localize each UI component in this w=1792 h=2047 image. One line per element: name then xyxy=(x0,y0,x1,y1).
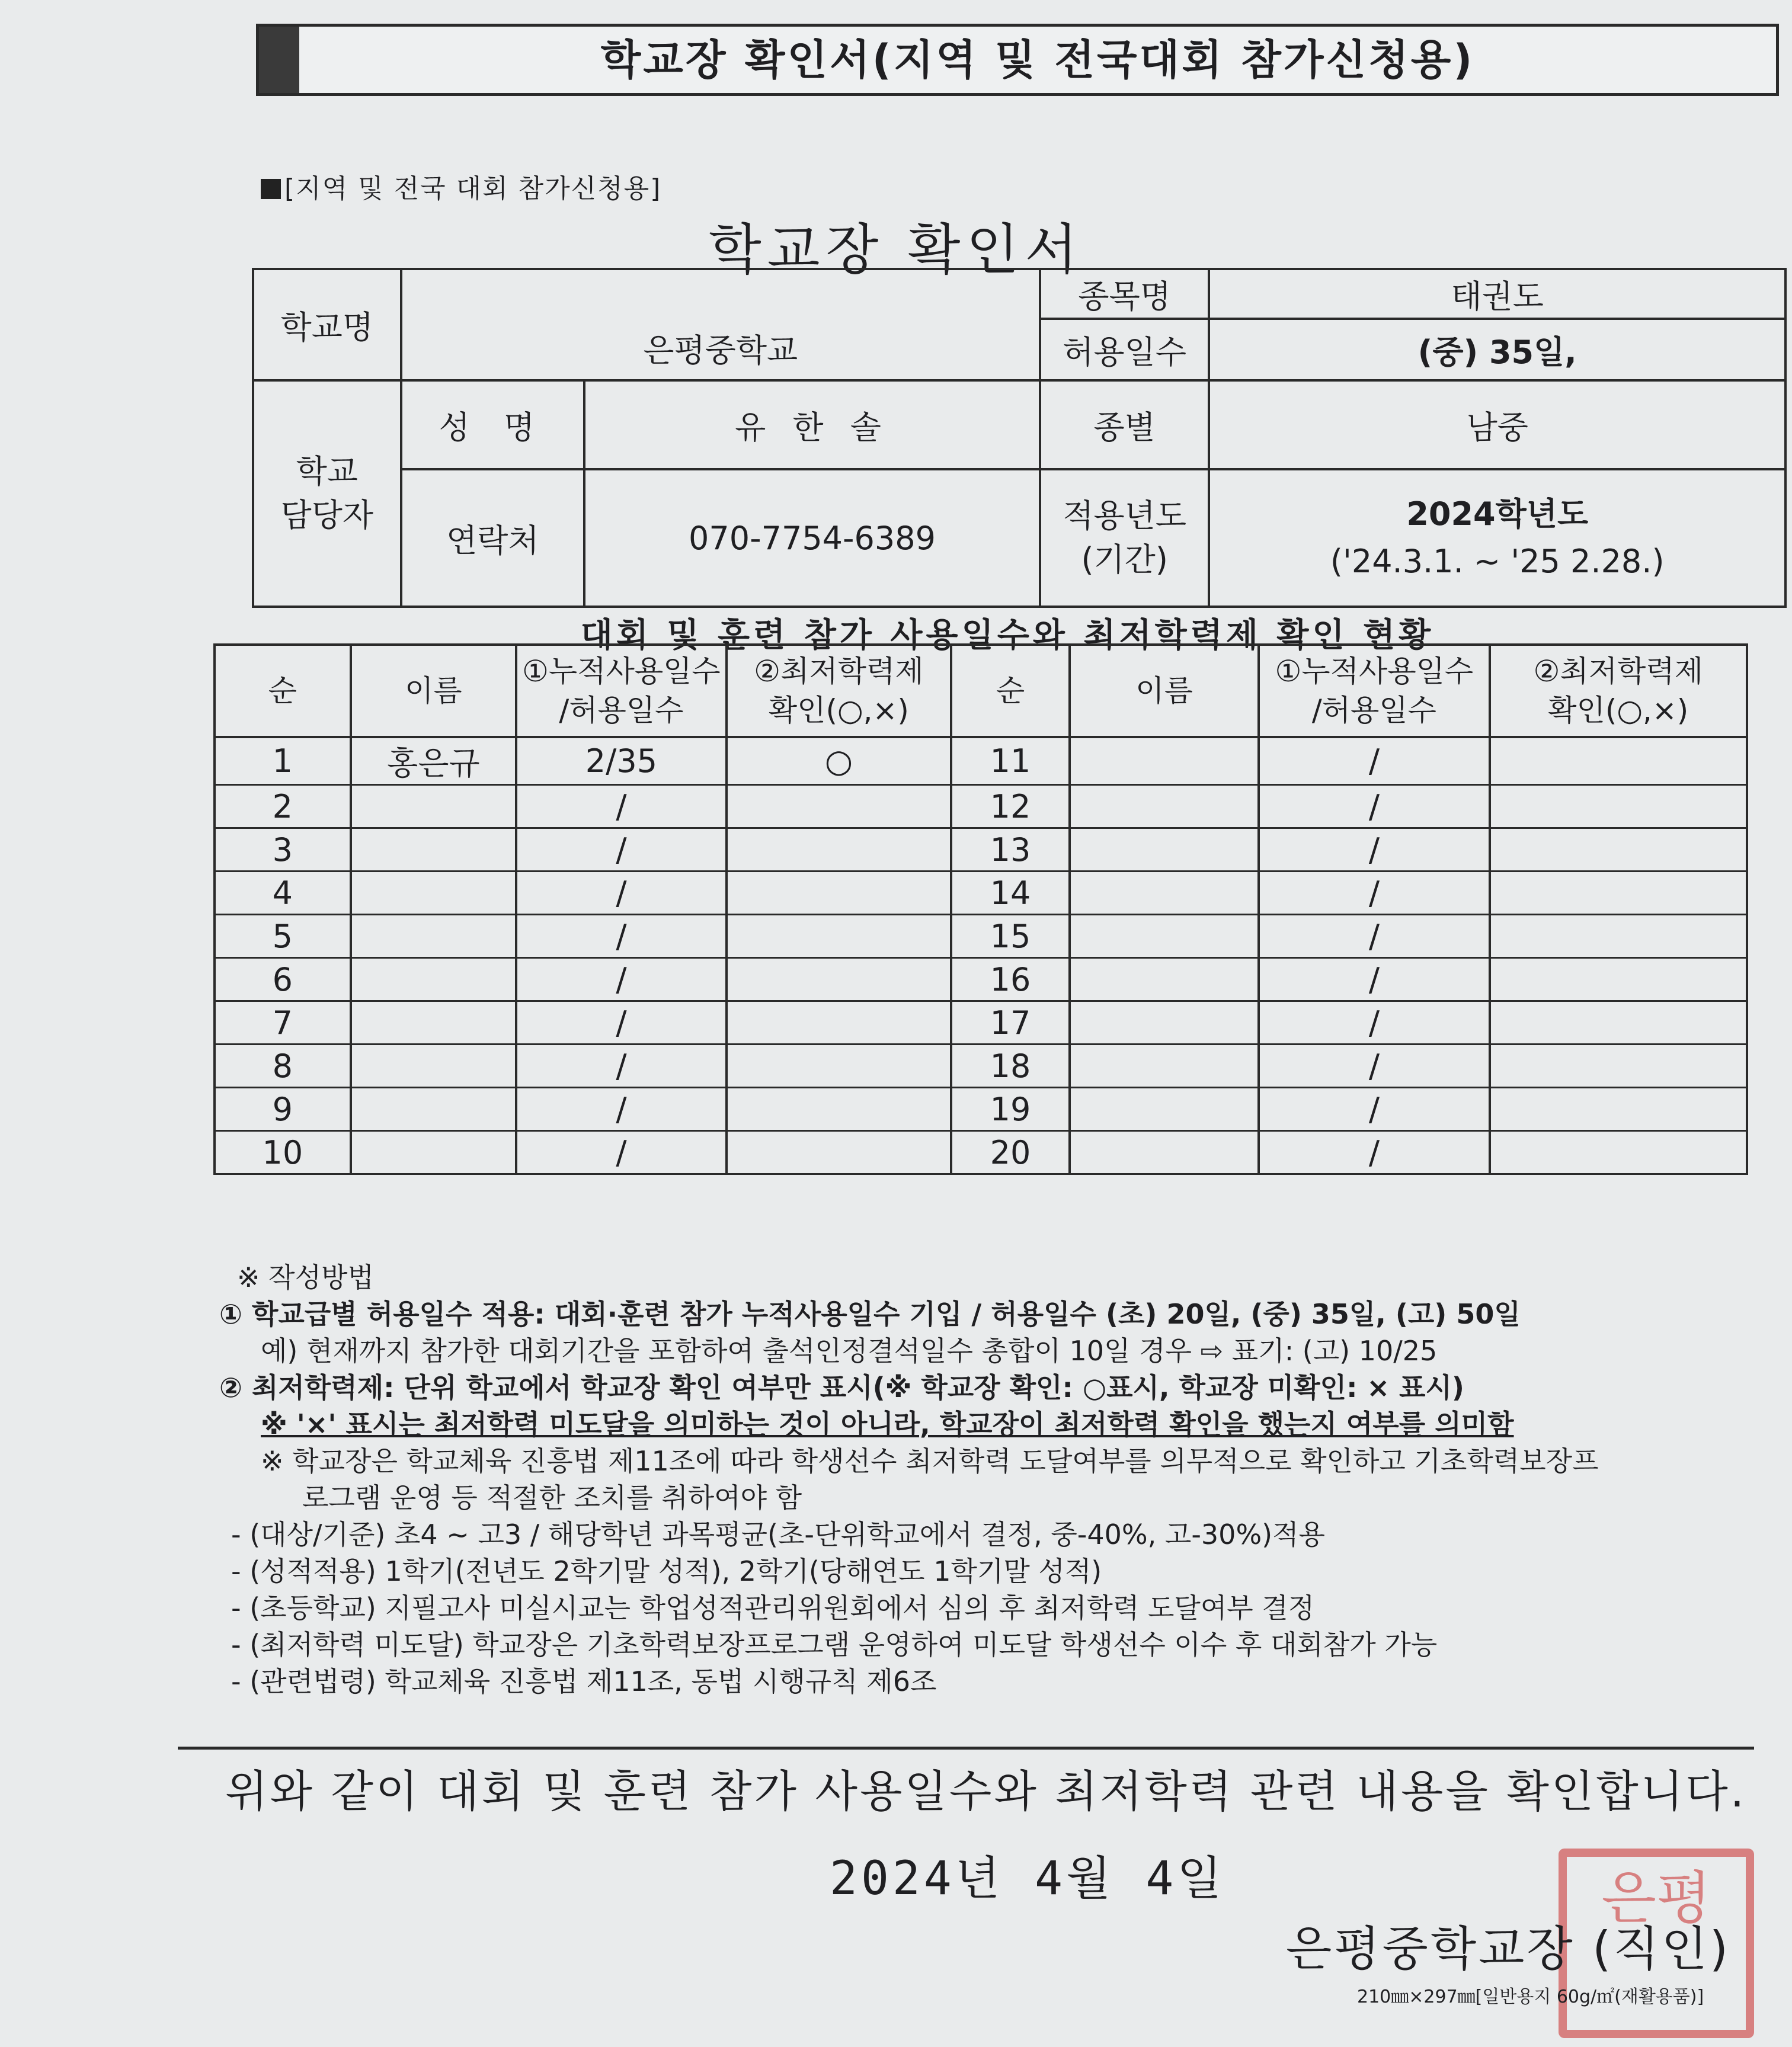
status-table xyxy=(213,643,1748,1175)
row-check xyxy=(727,785,951,828)
contact-value: 070-7754-6389 xyxy=(584,469,1040,607)
row-no-right: 15 xyxy=(951,915,1070,958)
row-days: / xyxy=(516,828,727,872)
year-label: 적용년도 (기간) xyxy=(1040,469,1209,607)
note-principal-duty-cont: 로그램 운영 등 적절한 조치를 취하여야 함 xyxy=(302,1482,802,1514)
row-check-right xyxy=(1490,1131,1747,1174)
header-no-right: 순 xyxy=(951,645,1070,737)
row-no: 5 xyxy=(215,915,351,958)
row-no-right: 13 xyxy=(951,828,1070,872)
row-check-right xyxy=(1490,828,1747,872)
seal-text: 은평 xyxy=(1601,1865,1711,1931)
instructions xyxy=(219,1259,1760,1700)
row-check xyxy=(727,958,951,1001)
row-days-right: / xyxy=(1259,872,1489,915)
confirmation-statement: 위와 같이 대회 및 훈련 참가 사용일수와 최저학력 관련 내용을 확인합니다. xyxy=(225,1766,1747,1817)
table-row xyxy=(215,1131,1747,1174)
row-days: / xyxy=(516,1001,727,1045)
row-no: 7 xyxy=(215,1001,351,1045)
allowed-days-label: 허용일수 xyxy=(1040,319,1209,380)
row-no-right: 20 xyxy=(951,1131,1070,1174)
row-name-right xyxy=(1070,1045,1259,1088)
header-days: ①누적사용일수 /허용일수 xyxy=(516,645,727,737)
allowed-days-value: (중) 35일, xyxy=(1209,319,1785,380)
table-row xyxy=(215,1045,1747,1088)
row-name xyxy=(351,872,517,915)
issue-date: 2024년 4월 4일 xyxy=(830,1852,1225,1905)
row-days: / xyxy=(516,915,727,958)
row-no: 2 xyxy=(215,785,351,828)
row-no-right: 18 xyxy=(951,1045,1070,1088)
row-no: 1 xyxy=(215,737,351,785)
note-principal-duty: ※ 학교장은 학교체육 진흥법 제11조에 따라 학생선수 최저학력 도달여부를 의무적으로 확인하고 기초학력보장프 xyxy=(261,1445,1599,1477)
table-row xyxy=(215,1001,1747,1045)
detail-grades: - (성적적용) 1학기(전년도 2학기말 성적), 2학기(당해연도 1학기말 성적) xyxy=(231,1555,1102,1587)
row-days: 2/35 xyxy=(516,737,727,785)
row-check-right xyxy=(1490,1001,1747,1045)
status-body xyxy=(215,737,1747,1174)
row-check xyxy=(727,1131,951,1174)
table-row xyxy=(215,958,1747,1001)
status-title: 대회 및 훈련 참가 사용일수와 최저학력제 확인 현황 xyxy=(580,616,1435,655)
paper-spec: 210㎜×297㎜[일반용지 60g/㎡(재활용품)] xyxy=(1357,1987,1704,2007)
row-check xyxy=(727,915,951,958)
detail-laws: - (관련법령) 학교체육 진흥법 제11조, 동법 시행규칙 제6조 xyxy=(231,1665,937,1697)
year-period: ('24.3.1. ~ '25 2.28.) xyxy=(1330,543,1665,580)
row-name xyxy=(351,958,517,1001)
year-value: 2024학년도 xyxy=(1406,495,1589,533)
principal-signature: 은평중학교장 (직인) xyxy=(1286,1921,1731,1976)
row-name-right xyxy=(1070,785,1259,828)
header-banner xyxy=(256,24,1779,96)
detail-not-reached: - (최저학력 미도달) 학교장은 기초학력보장프로그램 운영하여 미도달 학생선수 이수 후 대회참가 가능 xyxy=(231,1629,1438,1661)
header-check-right: ②최저학력제 확인(○,×) xyxy=(1490,645,1747,737)
subheading xyxy=(261,167,661,205)
subheading-text: [지역 및 전국 대회 참가신청용] xyxy=(284,174,662,204)
row-name xyxy=(351,785,517,828)
row-check xyxy=(727,1088,951,1131)
row-check xyxy=(727,1045,951,1088)
row-check: ○ xyxy=(727,737,951,785)
row-days: / xyxy=(516,1131,727,1174)
row-no: 6 xyxy=(215,958,351,1001)
row-name: 홍은규 xyxy=(351,737,517,785)
document-title: 학교장 확인서 xyxy=(708,218,1084,281)
banner-mark xyxy=(259,27,299,93)
name-value: 유 한 솔 xyxy=(584,380,1040,469)
sport-label: 종목명 xyxy=(1040,269,1209,319)
row-no-right: 17 xyxy=(951,1001,1070,1045)
row-days-right: / xyxy=(1259,1045,1489,1088)
row-check-right xyxy=(1490,1045,1747,1088)
header-no: 순 xyxy=(215,645,351,737)
row-days: / xyxy=(516,1088,727,1131)
header-name: 이름 xyxy=(351,645,517,737)
sport-value: 태권도 xyxy=(1209,269,1785,319)
detail-target: - (대상/기준) 초4 ~ 고3 / 해당학년 과목평균(초-단위학교에서 결정, 중-40%, 고-30%)적용 xyxy=(231,1519,1325,1551)
contact-label: 연락처 xyxy=(401,469,585,607)
row-no: 4 xyxy=(215,872,351,915)
row-name-right xyxy=(1070,958,1259,1001)
row-no-right: 14 xyxy=(951,872,1070,915)
header-check: ②최저학력제 확인(○,×) xyxy=(727,645,951,737)
school-value: 은평중학교 xyxy=(401,269,1040,380)
row-name xyxy=(351,1131,517,1174)
row-no-right: 16 xyxy=(951,958,1070,1001)
row-name-right xyxy=(1070,1088,1259,1131)
note-allowed-days: ① 학교급별 허용일수 적용: 대회·훈련 참가 누적사용일수 기입 / 허용일수 (초) 20일, (중) 35일, (고) 50일 xyxy=(219,1298,1521,1330)
banner-title: 학교장 확인서(지역 및 전국대회 참가신청용) xyxy=(600,36,1475,84)
row-check-right xyxy=(1490,737,1747,785)
info-table xyxy=(252,268,1787,608)
row-name-right xyxy=(1070,1131,1259,1174)
header-name-right: 이름 xyxy=(1070,645,1259,737)
table-row xyxy=(215,785,1747,828)
table-row xyxy=(215,915,1747,958)
divider xyxy=(178,1747,1754,1750)
note-x-meaning: ※ '×' 표시는 최저학력 미도달을 의미하는 것이 아니라, 학교장이 최저학력 확인을 했는지 여부를 의미함 xyxy=(261,1408,1514,1440)
row-check-right xyxy=(1490,958,1747,1001)
row-days-right: / xyxy=(1259,1088,1489,1131)
row-name xyxy=(351,1045,517,1088)
row-days: / xyxy=(516,872,727,915)
row-name xyxy=(351,828,517,872)
row-name xyxy=(351,1088,517,1131)
row-no: 10 xyxy=(215,1131,351,1174)
row-name xyxy=(351,1001,517,1045)
row-name-right xyxy=(1070,872,1259,915)
row-days-right: / xyxy=(1259,737,1489,785)
note-min-academic: ② 최저학력제: 단위 학교에서 학교장 확인 여부만 표시(※ 학교장 확인: ○표시, 학교장 미확인: × 표시) xyxy=(219,1372,1464,1404)
row-no: 3 xyxy=(215,828,351,872)
school-label: 학교명 xyxy=(253,269,401,380)
category-value: 남중 xyxy=(1209,380,1785,469)
square-bullet-icon xyxy=(261,179,281,199)
row-check xyxy=(727,872,951,915)
row-no-right: 19 xyxy=(951,1088,1070,1131)
row-no: 9 xyxy=(215,1088,351,1131)
manager-label: 학교 담당자 xyxy=(253,380,401,607)
table-row xyxy=(215,872,1747,915)
row-days: / xyxy=(516,958,727,1001)
detail-elementary: - (초등학교) 지필고사 미실시교는 학업성적관리위원회에서 심의 후 최저학력 도달여부 결정 xyxy=(231,1592,1315,1624)
row-name-right xyxy=(1070,737,1259,785)
row-days-right: / xyxy=(1259,1001,1489,1045)
table-row xyxy=(215,828,1747,872)
row-days-right: / xyxy=(1259,958,1489,1001)
row-days-right: / xyxy=(1259,785,1489,828)
row-check-right xyxy=(1490,872,1747,915)
row-days-right: / xyxy=(1259,1131,1489,1174)
name-label: 성 명 xyxy=(401,380,585,469)
row-days-right: / xyxy=(1259,915,1489,958)
row-days-right: / xyxy=(1259,828,1489,872)
row-days: / xyxy=(516,785,727,828)
row-name-right xyxy=(1070,915,1259,958)
row-check-right xyxy=(1490,785,1747,828)
row-name xyxy=(351,915,517,958)
category-label: 종별 xyxy=(1040,380,1209,469)
table-row xyxy=(215,1088,1747,1131)
notes-heading: ※ 작성방법 xyxy=(237,1261,374,1293)
row-check xyxy=(727,1001,951,1045)
row-check-right xyxy=(1490,915,1747,958)
row-check xyxy=(727,828,951,872)
row-no-right: 11 xyxy=(951,737,1070,785)
row-name-right xyxy=(1070,1001,1259,1045)
row-check-right xyxy=(1490,1088,1747,1131)
row-no-right: 12 xyxy=(951,785,1070,828)
row-days: / xyxy=(516,1045,727,1088)
header-days-right: ①누적사용일수 /허용일수 xyxy=(1259,645,1489,737)
year-cell xyxy=(1209,469,1785,607)
note-allowed-days-example: 예) 현재까지 참가한 대회기간을 포함하여 출석인정결석일수 총합이 10일 경우 ⇨ 표기: (고) 10/25 xyxy=(261,1335,1438,1367)
table-row xyxy=(215,737,1747,785)
row-name-right xyxy=(1070,828,1259,872)
row-no: 8 xyxy=(215,1045,351,1088)
